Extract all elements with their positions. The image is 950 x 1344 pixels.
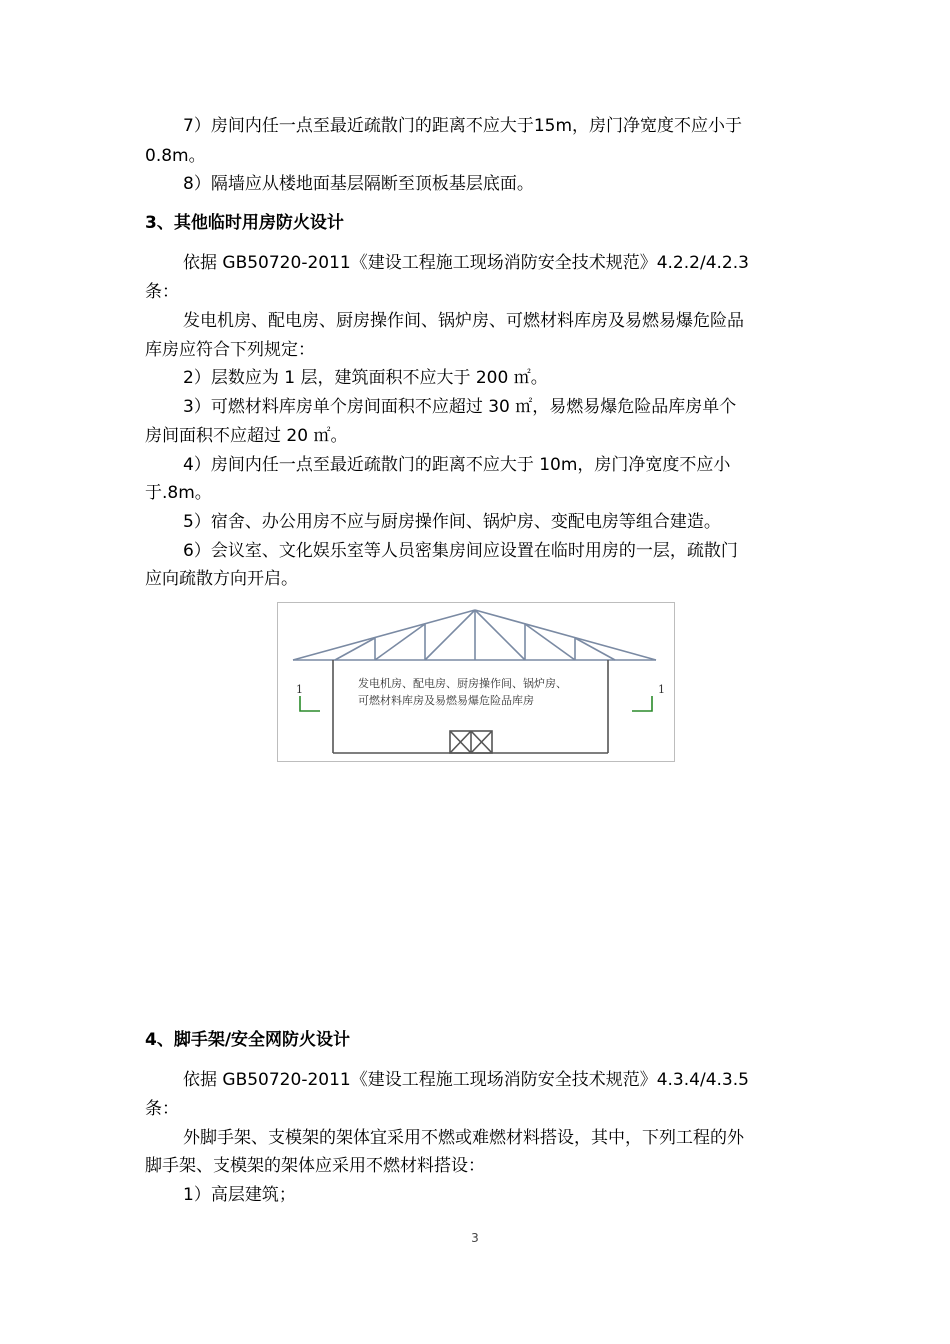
rule-4-line-1: 4）房间内任一点至最近疏散门的距离不应大于 10m，房门净宽度不应小 — [183, 455, 731, 475]
page-number: 3 — [471, 1231, 479, 1245]
rule-3-line-1: 3）可燃材料库房单个房间面积不应超过 30 ㎡，易燃易爆危险品库房单个 — [183, 397, 737, 417]
section-4-heading: 4、脚手架/安全网防火设计 — [145, 1030, 351, 1050]
figure-label-line-1: 发电机房、配电房、厨房操作间、锅炉房、 — [358, 677, 567, 690]
section-3-intro-line-1: 发电机房、配电房、厨房操作间、锅炉房、可燃材料库房及易燃易爆危险品 — [183, 311, 744, 331]
section-4-basis-line-1: 依据 GB50720-2011《建设工程施工现场消防安全技术规范》4.3.4/4.3.5 — [183, 1070, 749, 1090]
paragraph-7-line-2: 0.8m。 — [145, 146, 206, 166]
section-4-intro-line-1: 外脚手架、支模架的架体宜采用不燃或难燃材料搭设，其中，下列工程的外 — [183, 1128, 744, 1148]
section-mark-right-label: 1 — [658, 683, 665, 696]
rule-4-line-2: 于.8m。 — [145, 483, 212, 503]
section-3-heading: 3、其他临时用房防火设计 — [145, 213, 344, 233]
rule-2: 2）层数应为 1 层，建筑面积不应大于 200 ㎡。 — [183, 368, 548, 388]
paragraph-8: 8）隔墙应从楼地面基层隔断至顶板基层底面。 — [183, 174, 534, 194]
paragraph-7-line-1: 7）房间内任一点至最近疏散门的距离不应大于15m，房门净宽度不应小于 — [183, 116, 743, 136]
rule-5: 5）宿舍、办公用房不应与厨房操作间、锅炉房、变配电房等组合建造。 — [183, 512, 721, 532]
scaffold-item-1: 1）高层建筑； — [183, 1185, 296, 1205]
section-mark-left-label: 1 — [296, 683, 303, 696]
section-4-basis-line-2: 条： — [145, 1099, 179, 1119]
rule-6-line-1: 6）会议室、文化娱乐室等人员密集房间应设置在临时用房的一层，疏散门 — [183, 541, 738, 561]
section-3-basis-line-1: 依据 GB50720-2011《建设工程施工现场消防安全技术规范》4.2.2/4.2.3 — [183, 253, 749, 273]
section-mark-right — [632, 696, 652, 711]
rule-3-line-2: 房间面积不应超过 20 ㎡。 — [145, 426, 348, 446]
figure-label-line-2: 可燃材料库房及易燃易爆危险品库房 — [358, 694, 534, 707]
rule-6-line-2: 应向疏散方向开启。 — [145, 569, 298, 589]
section-4-intro-line-2: 脚手架、支模架的架体应采用不燃材料搭设： — [145, 1156, 485, 1176]
building-section-figure — [277, 602, 675, 762]
section-3-intro-line-2: 库房应符合下列规定： — [145, 340, 315, 360]
section-mark-left — [300, 696, 320, 711]
section-3-basis-line-2: 条： — [145, 282, 179, 302]
roof-left-chord — [293, 610, 475, 660]
building-section-drawing — [278, 603, 674, 761]
